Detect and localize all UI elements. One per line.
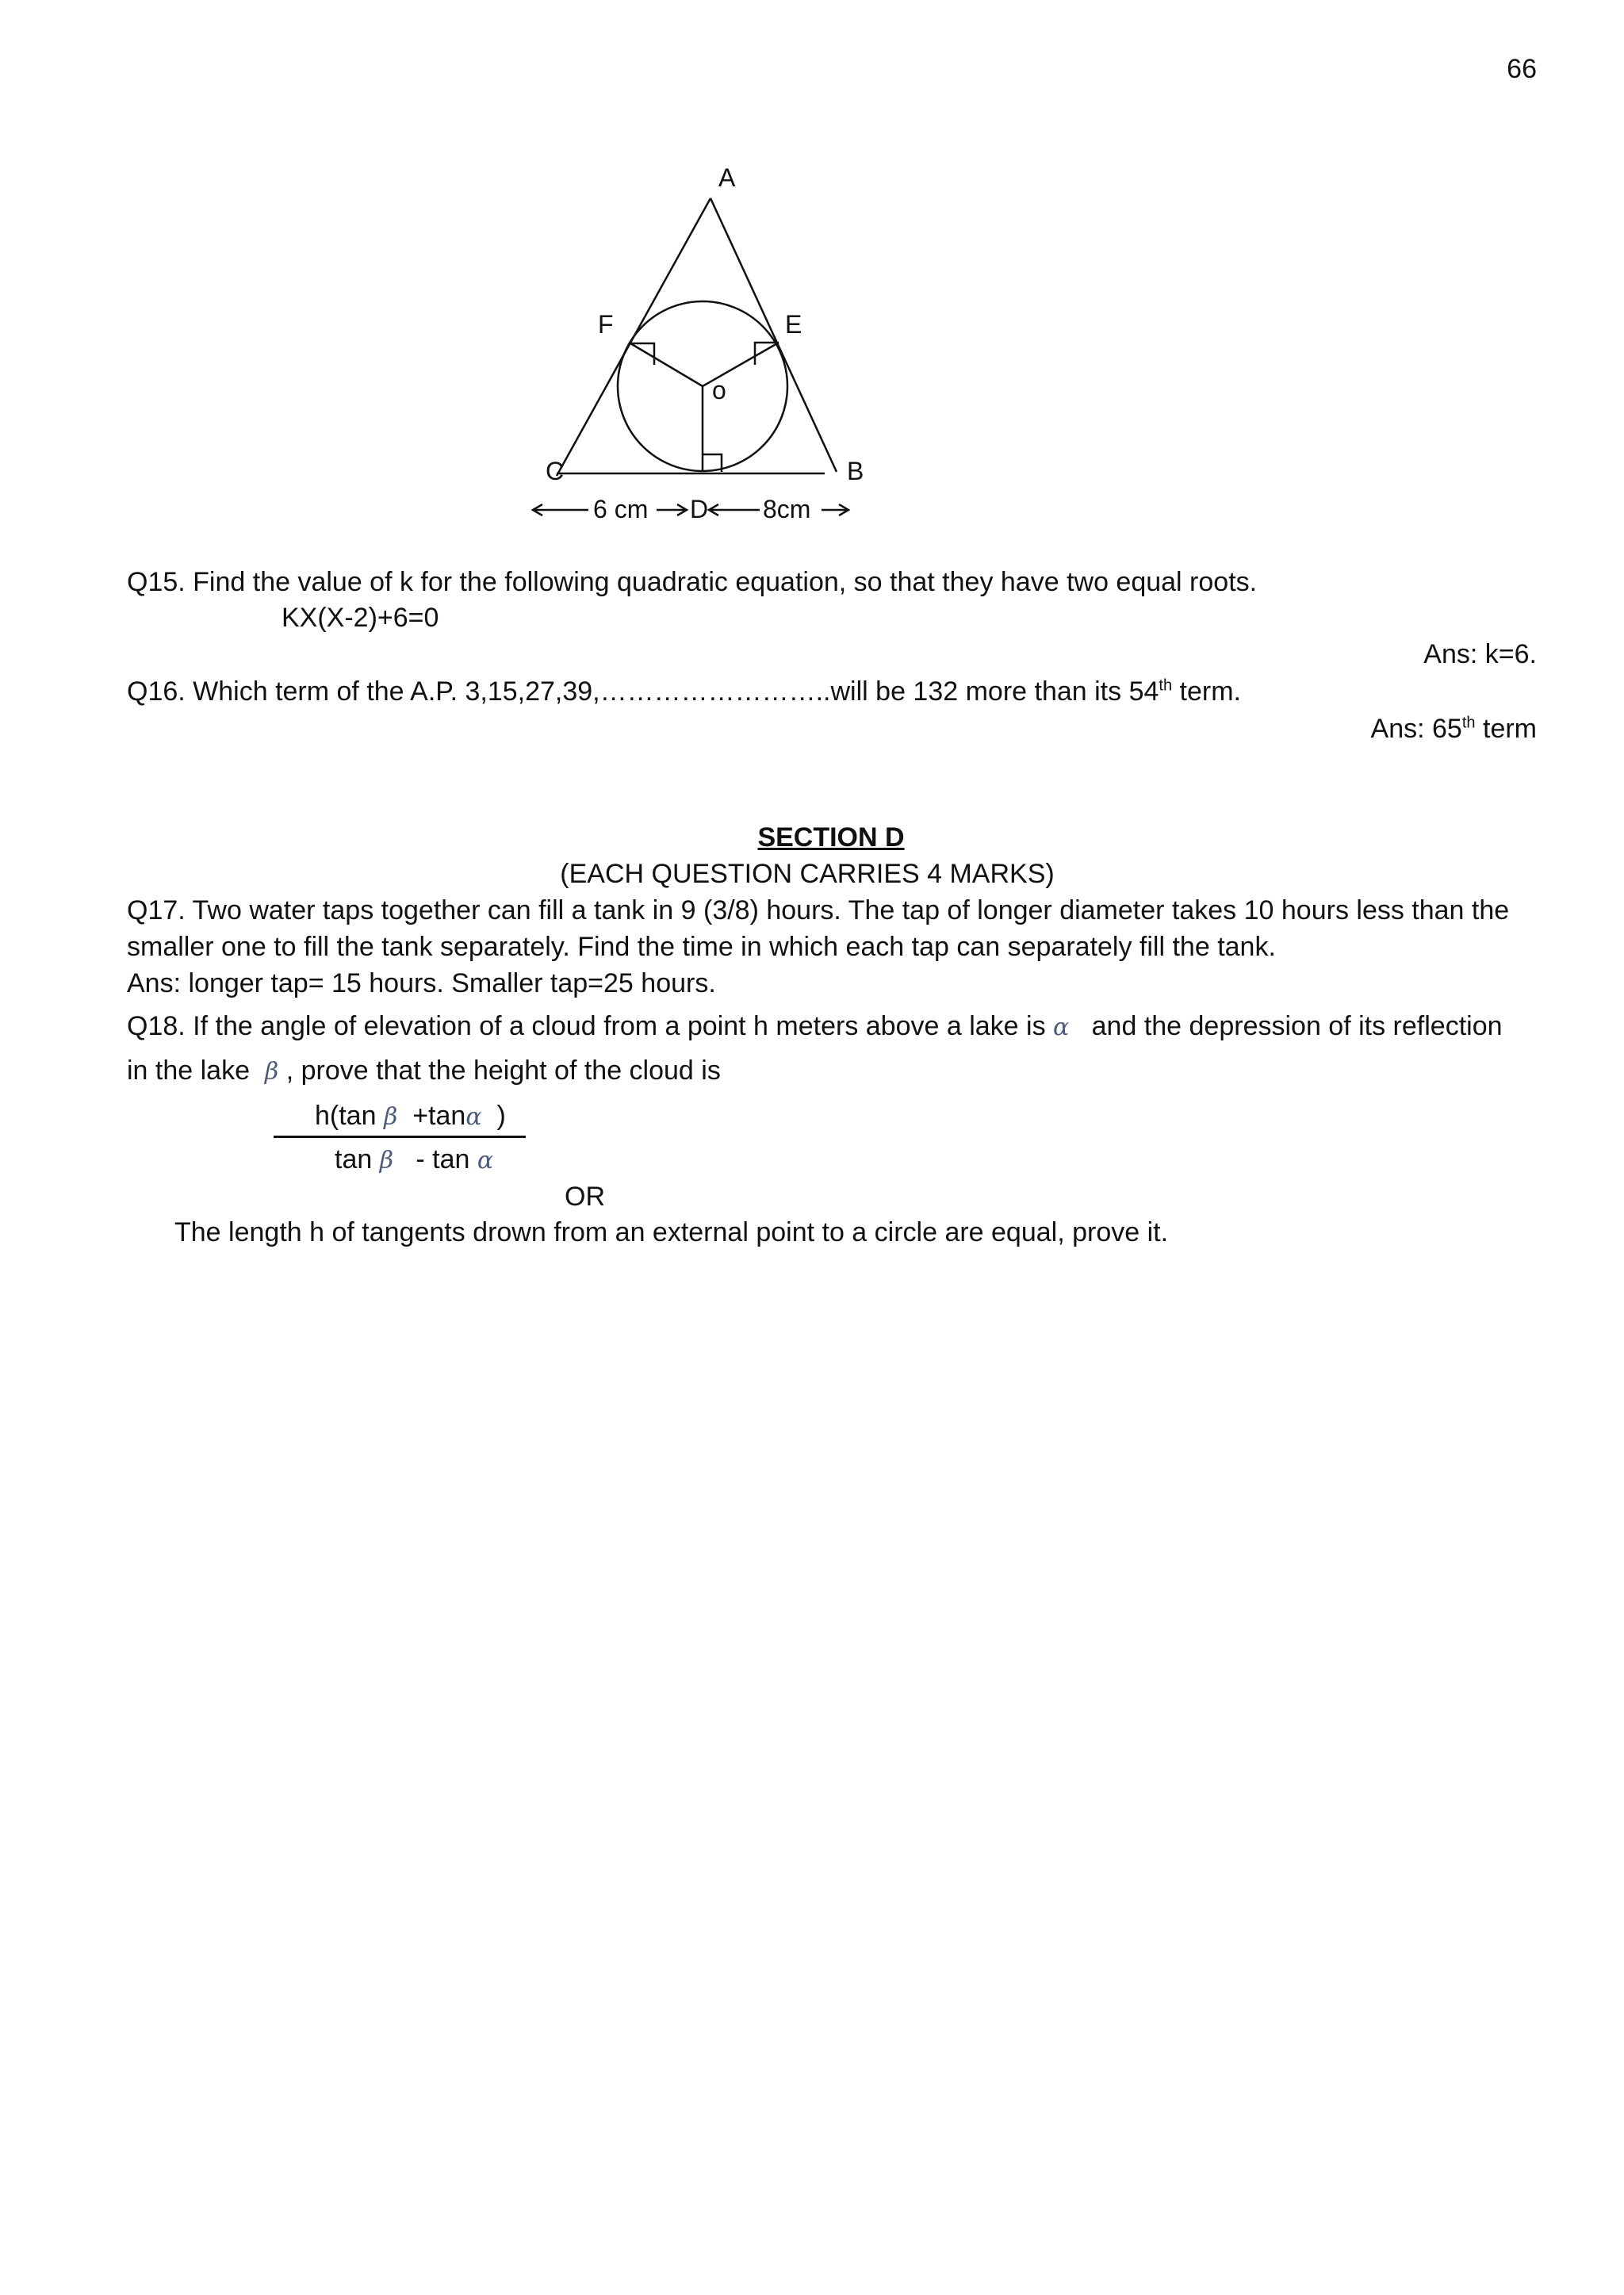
beta-symbol: β (383, 1103, 398, 1131)
alpha-symbol: α (465, 1103, 482, 1131)
page-number: 66 (1507, 54, 1537, 84)
q18-alternative: The length h of tangents drown from an external point to a circle are equal, prove it. (174, 1217, 1169, 1247)
q17-line2: smaller one to fill the tank separately. Find the time in which each tap can separately fill the tank. (127, 932, 1276, 962)
q16-answer: Ans: 65th term (1370, 714, 1537, 744)
section-title: SECTION D (757, 822, 905, 852)
label-d: D (690, 495, 709, 523)
alpha-symbol: α (477, 1147, 494, 1174)
label-o: o (712, 376, 726, 404)
beta-symbol: β (264, 1058, 279, 1086)
or-separator: OR (565, 1182, 605, 1212)
label-6cm: 6 cm (593, 495, 649, 523)
fraction-line (274, 1136, 526, 1138)
label-c: C (546, 457, 565, 485)
triangle-incircle-figure (523, 155, 888, 535)
q15-equation: KX(X-2)+6=0 (282, 603, 439, 633)
label-8cm: 8cm (763, 495, 811, 523)
radius-of (630, 343, 703, 386)
side-ab (710, 198, 837, 472)
q15-text: Q15. Find the value of k for the following quadratic equation, so that they have two equal roots. (127, 567, 1258, 597)
section-subtitle: (EACH QUESTION CARRIES 4 MARKS) (560, 859, 1055, 889)
label-f: F (598, 310, 614, 339)
label-b: B (847, 457, 864, 485)
beta-symbol: β (379, 1147, 394, 1174)
q18-line1: Q18. If the angle of elevation of a cloud from a point h meters above a lake is α and the depression of its reflection (127, 1011, 1503, 1041)
fraction-denominator: tan β - tan α (335, 1144, 494, 1174)
q16-text: Q16. Which term of the A.P. 3,15,27,39,……………………..will be 132 more than its 54th term. (127, 676, 1241, 707)
alpha-symbol: α (1053, 1013, 1070, 1041)
label-e: E (785, 310, 802, 339)
q18-line2: in the lake β , prove that the height of the cloud is (127, 1056, 721, 1086)
q17-line1: Q17. Two water taps together can fill a tank in 9 (3/8) hours. The tap of longer diameter takes 10 hours less than the (127, 895, 1510, 925)
q17-answer: Ans: longer tap= 15 hours. Smaller tap=25 hours. (127, 968, 716, 998)
q15-answer: Ans: k=6. (1423, 639, 1537, 669)
label-a: A (718, 163, 736, 192)
fraction-numerator: h(tan β +tanα ) (315, 1101, 506, 1131)
